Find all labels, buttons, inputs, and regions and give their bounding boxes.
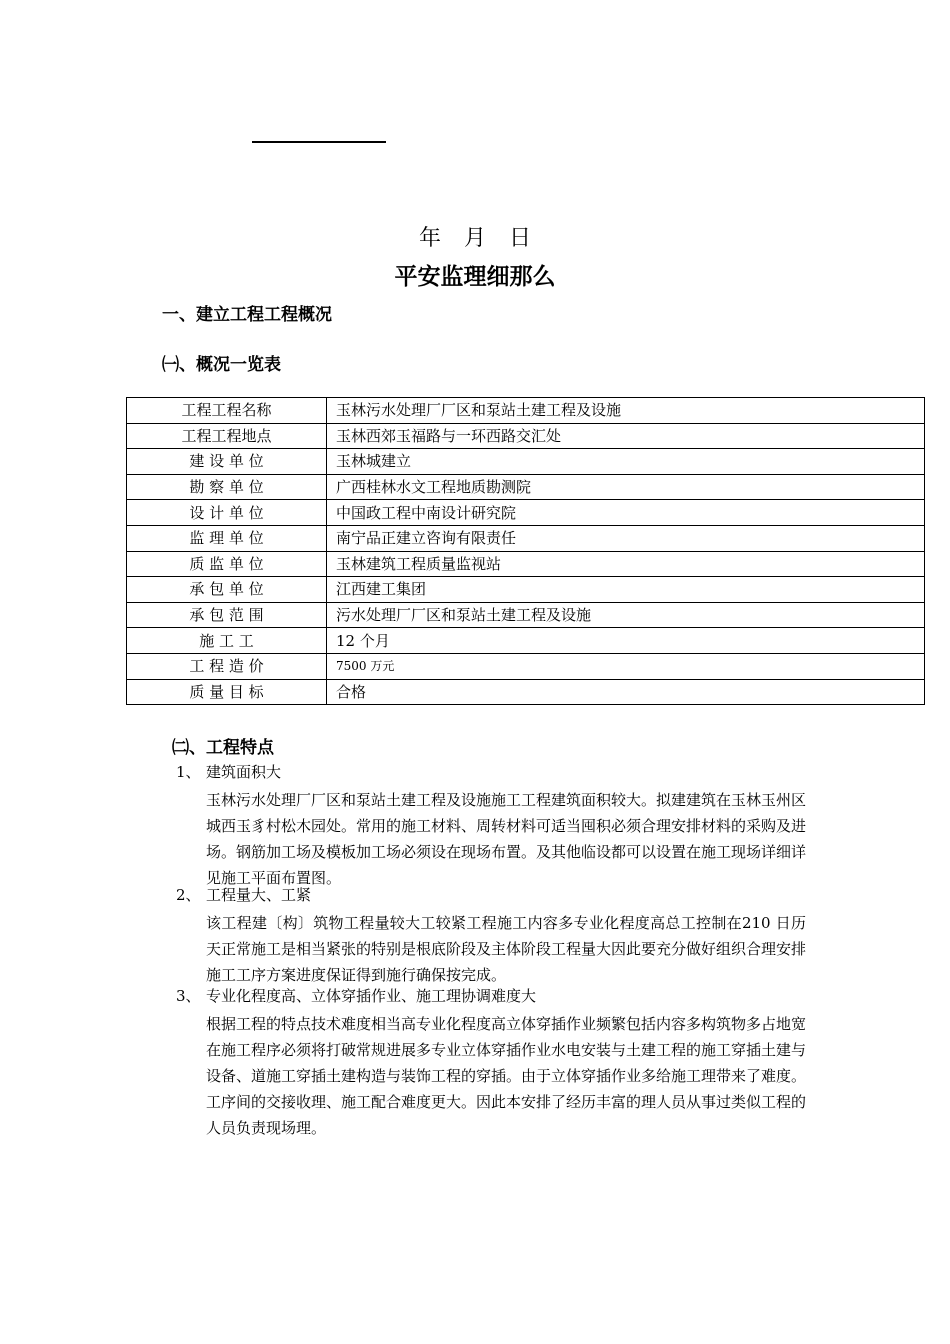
table-row bbox=[127, 679, 925, 705]
signature-line bbox=[252, 141, 386, 143]
table-row bbox=[127, 398, 925, 424]
table-row bbox=[127, 628, 925, 654]
row-value: 玉林城建立 bbox=[327, 449, 925, 475]
table-row bbox=[127, 551, 925, 577]
date-month: 月 bbox=[463, 226, 486, 251]
row-key: 监 理 单 位 bbox=[127, 525, 327, 551]
item-number: 1、 bbox=[176, 763, 201, 781]
row-value: 玉林污水处理厂厂区和泵站土建工程及设施 bbox=[327, 398, 925, 424]
row-key: 工程工程地点 bbox=[127, 423, 327, 449]
row-value: 玉林建筑工程质量监视站 bbox=[327, 551, 925, 577]
item-paragraph: 玉林污水处理厂厂区和泵站土建工程及设施施工工程建筑面积较大。拟建建筑在玉林玉州区城西玉豸村松木园处。常用的施工材料、周转材料可适当囤积必须合理安排材料的采购及进场。钢筋加工场及模板加工场必须设在现场布置。及其他临设都可以设置在施工现场详细详见施工平面布置图。 bbox=[206, 791, 807, 887]
row-key: 承 包 范 围 bbox=[127, 602, 327, 628]
date-year: 年 bbox=[418, 226, 441, 251]
row-value: 12 个月 bbox=[327, 628, 925, 654]
row-value: 广西桂林水文工程地质勘测院 bbox=[327, 474, 925, 500]
item-paragraph: 根据工程的特点技术难度相当高专业化程度高立体穿插作业频繁包括内容多构筑物多占地宽在施工程序必须将打破常规进展多专业立体穿插作业水电安装与土建工程的施工穿插土建与设备、道施工穿插土建构造与装饰工程的穿插。由于立体穿插作业多给施工理带来了难度。工序间的交接收理、施工配合难度更大。因此本安排了经历丰富的理人员从事过类似工程的人员负责现场理。 bbox=[206, 1015, 807, 1137]
item-number: 3、 bbox=[176, 987, 201, 1005]
subsection-heading-project-features: ㈡、工程特点 bbox=[172, 738, 274, 758]
table-row bbox=[127, 500, 925, 526]
date-line bbox=[0, 221, 950, 252]
row-value: 南宁品正建立咨询有限责任 bbox=[327, 525, 925, 551]
row-value: 7500 万元 bbox=[327, 653, 925, 679]
row-key: 设 计 单 位 bbox=[127, 500, 327, 526]
section-heading-project-overview: 一、建立工程工程概况 bbox=[162, 305, 332, 325]
row-value: 玉林西郊玉福路与一环西路交汇处 bbox=[327, 423, 925, 449]
row-value: 中国政工程中南设计研究院 bbox=[327, 500, 925, 526]
row-key: 质 量 目 标 bbox=[127, 679, 327, 705]
table-row bbox=[127, 577, 925, 603]
row-value: 江西建工集团 bbox=[327, 577, 925, 603]
row-key: 工程工程名称 bbox=[127, 398, 327, 424]
item-paragraph: 该工程建〔构〕筑物工程量较大工较紧工程施工内容多专业化程度高总工控制在210 日历天正常施工是相当紧张的特别是根底阶段及主体阶段工程量大因此要充分做好组织合理安排施工工序方案进度保证得到施行确保按完成。 bbox=[206, 914, 807, 984]
table-row bbox=[127, 602, 925, 628]
row-key: 施 工 工 bbox=[127, 628, 327, 654]
table-row bbox=[127, 525, 925, 551]
table-row bbox=[127, 449, 925, 475]
row-value: 合格 bbox=[327, 679, 925, 705]
item-title: 建筑面积大 bbox=[206, 763, 282, 781]
project-overview-table bbox=[126, 397, 925, 705]
row-key: 工 程 造 价 bbox=[127, 653, 327, 679]
row-key: 勘 察 单 位 bbox=[127, 474, 327, 500]
date-day: 日 bbox=[509, 226, 532, 251]
subsection-heading-overview-table: ㈠、概况一览表 bbox=[162, 355, 281, 375]
row-value: 污水处理厂厂区和泵站土建工程及设施 bbox=[327, 602, 925, 628]
table-row bbox=[127, 653, 925, 679]
item-title: 专业化程度高、立体穿插作业、施工理协调难度大 bbox=[206, 987, 537, 1005]
item-number: 2、 bbox=[176, 886, 201, 904]
table-row bbox=[127, 474, 925, 500]
table-row bbox=[127, 423, 925, 449]
row-key: 质 监 单 位 bbox=[127, 551, 327, 577]
document-title: 平安监理细那么 bbox=[394, 264, 556, 290]
item-title: 工程量大、工紧 bbox=[206, 886, 312, 904]
row-key: 承 包 单 位 bbox=[127, 577, 327, 603]
row-key: 建 设 单 位 bbox=[127, 449, 327, 475]
